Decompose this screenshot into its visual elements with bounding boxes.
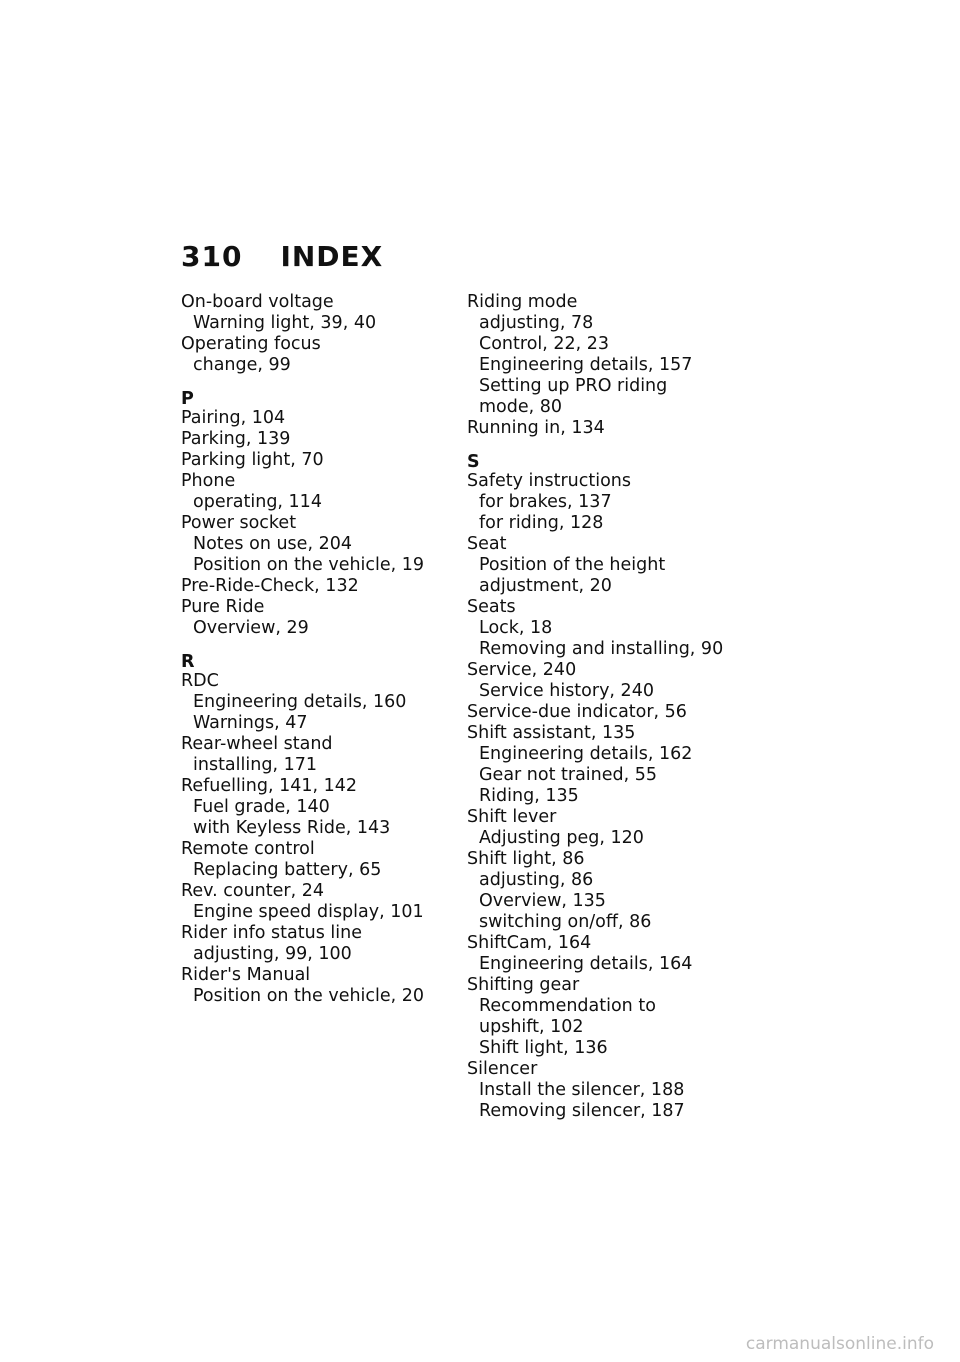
index-sub-term: upshift, 102: [479, 1017, 584, 1037]
index-sub-term: Shift light, 136: [479, 1038, 608, 1058]
index-entry: [181, 471, 441, 513]
index-sub-term: Engine speed display, 101: [193, 902, 424, 922]
index-sub-term: Engineering details, 164: [479, 954, 693, 974]
index-main-term: Riding mode: [467, 292, 578, 312]
index-main-term: Service-due indicator, 56: [467, 702, 687, 722]
index-letter-heading: P: [181, 389, 194, 409]
index-sub-term: Position on the vehicle, 20: [193, 986, 425, 1006]
index-sub-term: switching on/off, 86: [479, 912, 652, 932]
index-entry: [181, 576, 441, 597]
index-sub-term: Position on the vehicle, 19: [193, 555, 425, 575]
index-main-term: Pre-Ride-Check, 132: [181, 576, 359, 596]
index-main-term: Service, 240: [467, 660, 577, 680]
index-entry: [181, 597, 441, 639]
index-entry: [181, 450, 441, 471]
page-header: [181, 240, 383, 273]
index-sub-term: Recommendation to: [479, 996, 656, 1016]
index-main-term: Shift lever: [467, 807, 557, 827]
index-main-term: Shifting gear: [467, 975, 580, 995]
index-entry: [181, 292, 441, 334]
index-entry: [467, 807, 737, 849]
index-entry: [181, 334, 441, 376]
index-column-left: [181, 292, 441, 1007]
index-main-term: Phone: [181, 471, 236, 491]
index-sub-term: for brakes, 137: [479, 492, 612, 512]
index-sub-term: adjusting, 99, 100: [193, 944, 352, 964]
index-entry: [467, 1059, 737, 1122]
index-main-term: Refuelling, 141, 142: [181, 776, 357, 796]
index-main-term: Operating focus: [181, 334, 321, 354]
index-entry: [467, 292, 737, 418]
index-sub-term: Replacing battery, 65: [193, 860, 382, 880]
index-main-term: Power socket: [181, 513, 297, 533]
index-entry: [181, 839, 441, 881]
index-sub-term: Fuel grade, 140: [193, 797, 330, 817]
index-main-term: On-board voltage: [181, 292, 334, 312]
index-entry: [181, 734, 441, 776]
index-letter-heading: R: [181, 652, 195, 672]
index-entry: [181, 965, 441, 1007]
page-number: 310: [181, 240, 243, 273]
index-entry: [181, 513, 441, 576]
index-sub-term: Overview, 135: [479, 891, 606, 911]
index-sub-term: Overview, 29: [193, 618, 309, 638]
index-sub-term: Lock, 18: [479, 618, 553, 638]
index-entry: [467, 418, 737, 439]
index-main-term: Rider info status line: [181, 923, 362, 943]
index-main-term: ShiftCam, 164: [467, 933, 592, 953]
index-sub-term: for riding, 128: [479, 513, 604, 533]
index-sub-term: Removing and installing, 90: [479, 639, 724, 659]
index-entry: [181, 408, 441, 429]
index-main-term: Pure Ride: [181, 597, 265, 617]
index-sub-term: Install the silencer, 188: [479, 1080, 685, 1100]
index-sub-term: Notes on use, 204: [193, 534, 352, 554]
index-sub-term: Gear not trained, 55: [479, 765, 658, 785]
index-sub-term: adjustment, 20: [479, 576, 612, 596]
index-sub-term: Warnings, 47: [193, 713, 308, 733]
index-sub-term: mode, 80: [479, 397, 563, 417]
index-entry: [467, 849, 737, 933]
index-sub-term: Control, 22, 23: [479, 334, 610, 354]
index-main-term: Seat: [467, 534, 507, 554]
index-sub-term: Setting up PRO riding: [479, 376, 668, 396]
index-main-term: Shift assistant, 135: [467, 723, 636, 743]
index-sub-term: Service history, 240: [479, 681, 654, 701]
index-column-right: [467, 292, 737, 1122]
index-sub-term: Riding, 135: [479, 786, 579, 806]
index-main-term: Parking light, 70: [181, 450, 324, 470]
index-main-term: Rev. counter, 24: [181, 881, 324, 901]
index-main-term: Parking, 139: [181, 429, 291, 449]
index-main-term: Remote control: [181, 839, 315, 859]
index-main-term: Rear-wheel stand: [181, 734, 333, 754]
index-main-term: RDC: [181, 671, 219, 691]
index-main-term: Safety instructions: [467, 471, 632, 491]
index-sub-term: Adjusting peg, 120: [479, 828, 644, 848]
index-sub-term: Position of the height: [479, 555, 666, 575]
index-sub-term: operating, 114: [193, 492, 322, 512]
index-sub-term: Engineering details, 160: [193, 692, 407, 712]
index-main-term: Rider's Manual: [181, 965, 311, 985]
index-entry: [467, 933, 737, 975]
index-main-term: Seats: [467, 597, 516, 617]
index-sub-term: adjusting, 78: [479, 313, 594, 333]
index-entry: [181, 671, 441, 734]
index-entry: [467, 660, 737, 702]
index-entry: [181, 776, 441, 839]
index-letter-heading: S: [467, 452, 480, 472]
index-main-term: Shift light, 86: [467, 849, 585, 869]
index-main-term: Silencer: [467, 1059, 538, 1079]
watermark: carmanualsonline.info: [745, 1334, 934, 1354]
index-main-term: Pairing, 104: [181, 408, 286, 428]
index-sub-term: with Keyless Ride, 143: [193, 818, 391, 838]
index-entry: [181, 881, 441, 923]
page-title: INDEX: [280, 240, 384, 273]
index-sub-term: Engineering details, 162: [479, 744, 693, 764]
index-entry: [467, 534, 737, 597]
index-sub-term: installing, 171: [193, 755, 317, 775]
index-entry: [467, 723, 737, 807]
index-sub-term: adjusting, 86: [479, 870, 594, 890]
index-sub-term: Removing silencer, 187: [479, 1101, 685, 1121]
index-entry: [467, 975, 737, 1059]
index-entry: [181, 429, 441, 450]
index-entry: [467, 597, 737, 660]
index-entry: [181, 923, 441, 965]
index-entry: [467, 702, 737, 723]
index-sub-term: change, 99: [193, 355, 291, 375]
index-sub-term: Warning light, 39, 40: [193, 313, 377, 333]
index-main-term: Running in, 134: [467, 418, 605, 438]
index-entry: [467, 471, 737, 534]
index-sub-term: Engineering details, 157: [479, 355, 693, 375]
